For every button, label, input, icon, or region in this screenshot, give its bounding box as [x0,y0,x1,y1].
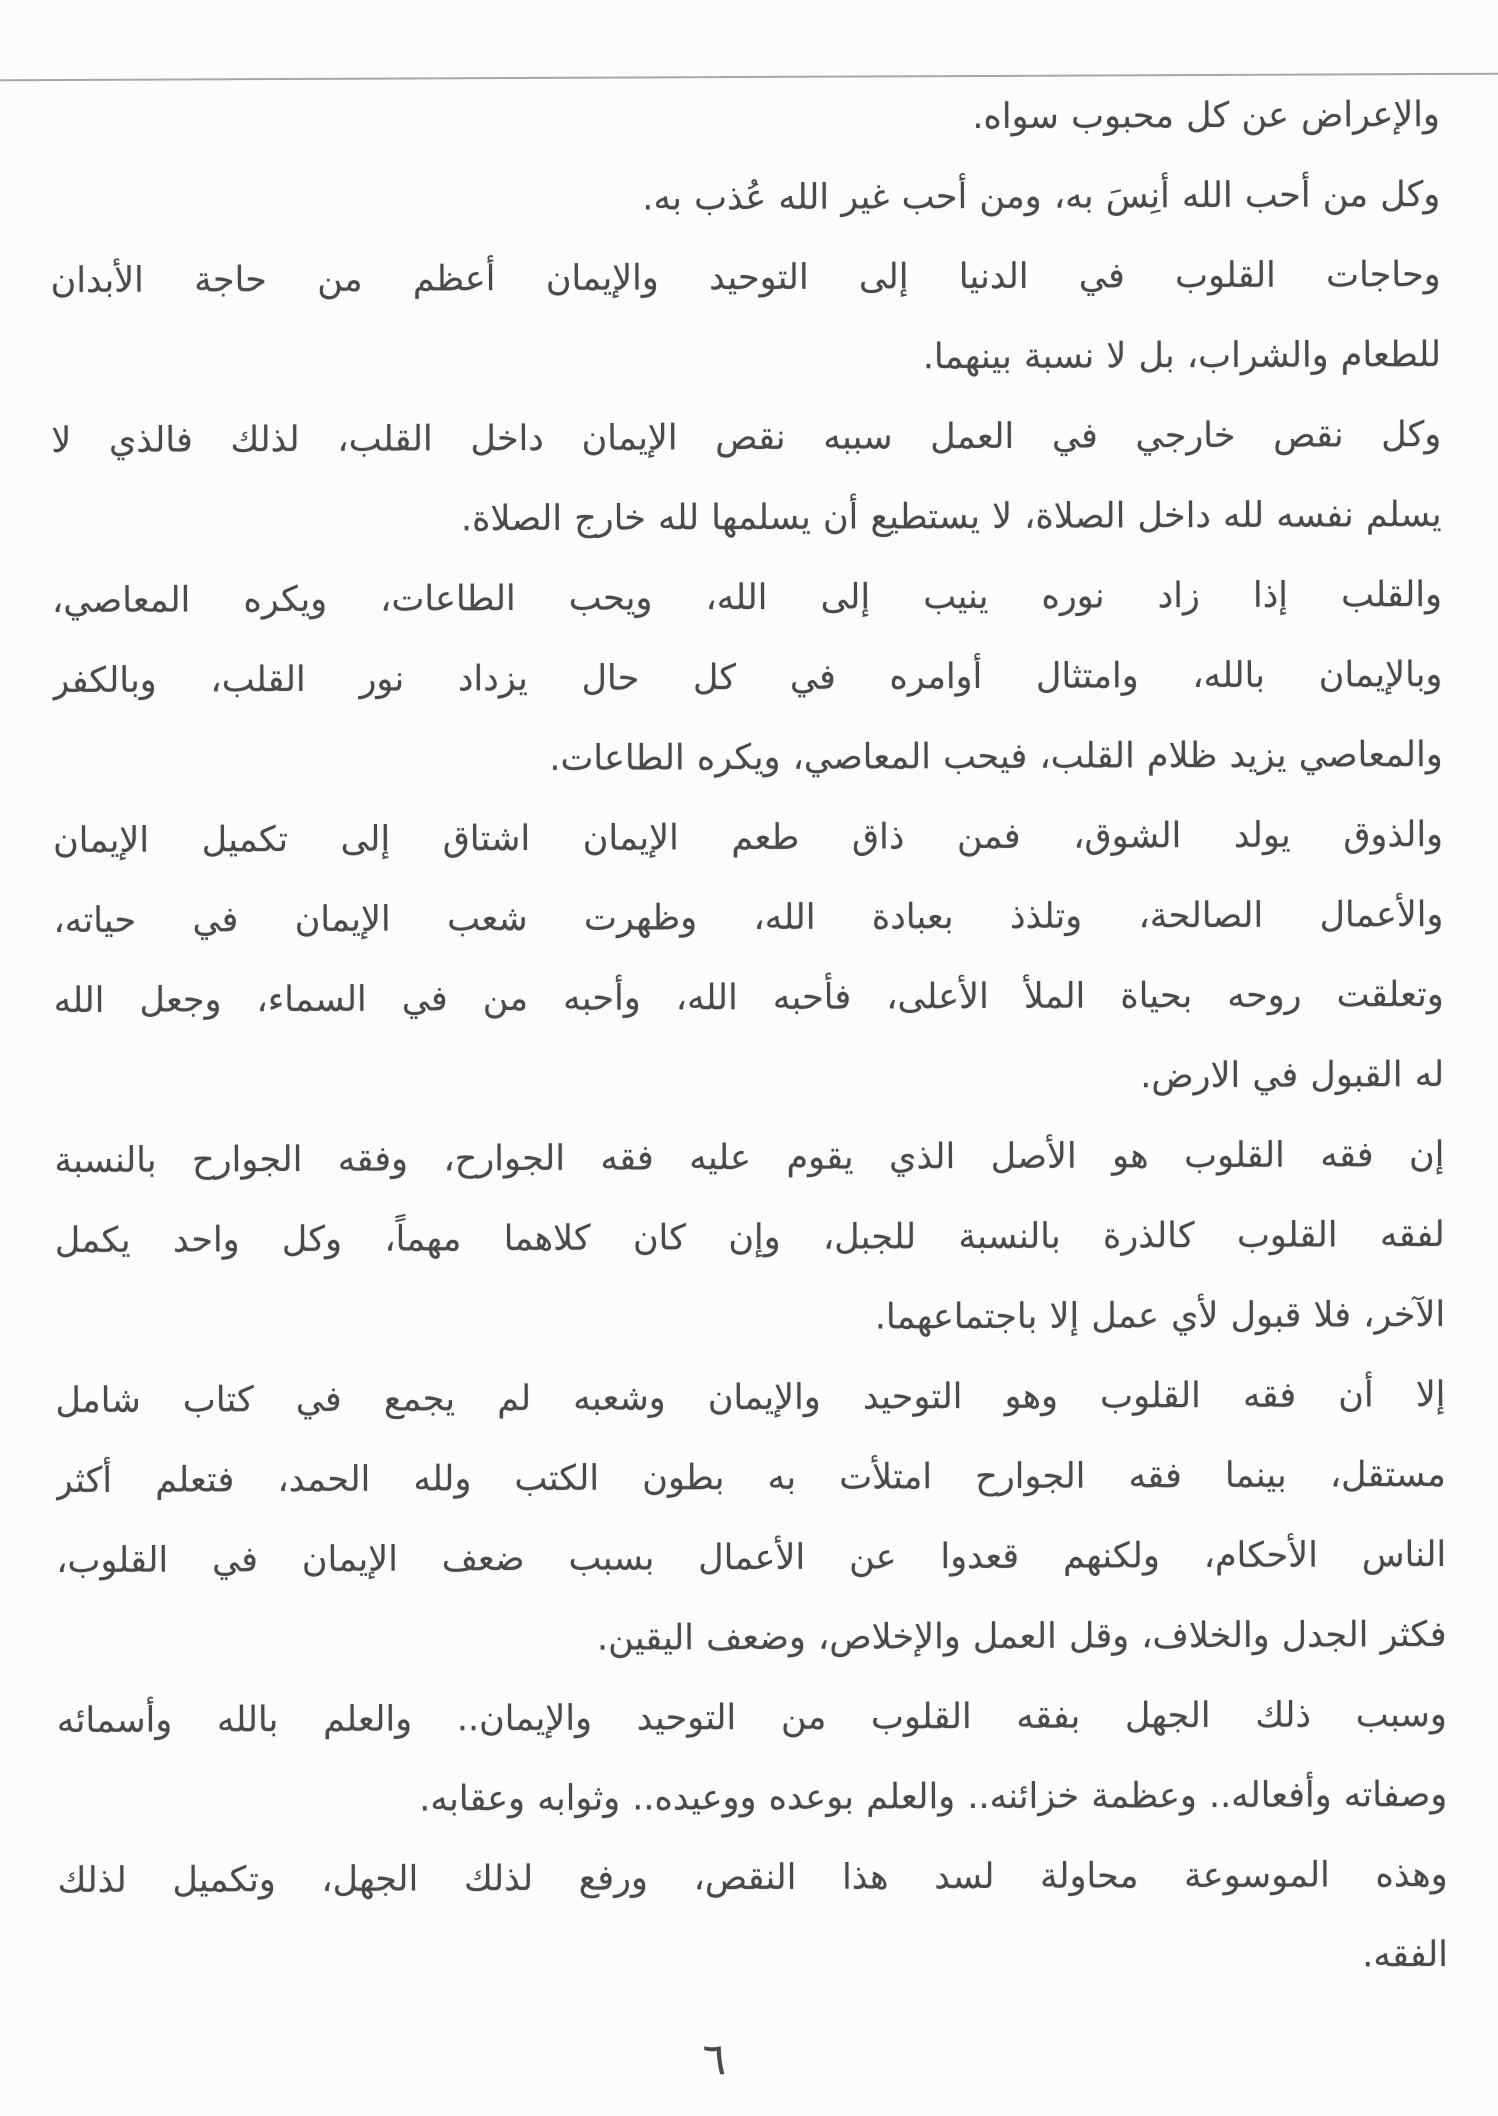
paragraph [52,555,1443,801]
text-line: وسبب ذلك الجهل بفقه القلوب من التوحيد والإيمان.. والعلم بالله وأسمائه [56,1694,1447,1742]
text-line: وكل نقص خارجي في العمل سببه نقص الإيمان داخل القلب، لذلك فالذي لا [51,414,1442,462]
text-line: الآخر، فلا قبول لأي عمل إلا باجتماعهما. [874,1294,1446,1338]
paragraph [57,1835,1448,2001]
text-line: إلا أن فقه القلوب وهو التوحيد والإيمان وشعبه لم يجمع في كتاب شامل [55,1374,1446,1422]
paragraph [50,75,1440,161]
paragraph [53,795,1444,1121]
text-line: يسلم نفسه لله داخل الصلاة، لا يستطيع أن يسلمها لله خارج الصلاة. [460,494,1442,540]
text-line: الفقه. [1362,1934,1449,1976]
text-line: وكل من أحب الله أنِسَ به، ومن أحب غير الله عُذب به. [642,174,1441,219]
body-text [50,75,1448,2001]
text-line: وبالإيمان بالله، وامتثال أوامره في كل حال يزداد نور القلب، وبالكفر [52,654,1443,702]
paragraph [57,1675,1448,1841]
text-line: وصفاته وأفعاله.. وعظمة خزائنه.. والعلم بوعده ووعيده.. وثوابه وعقابه. [419,1774,1448,1820]
text-line: وحاجات القلوب في الدنيا إلى التوحيد والإيمان أعظم من حاجة الأبدان [50,254,1441,302]
text-line: للطعام والشراب، بل لا نسبة بينهما. [922,334,1442,378]
text-line: والأعمال الصالحة، وتلذذ بعبادة الله، وظهرت شعب الإيمان في حياته، [53,894,1444,942]
paragraph [50,235,1441,401]
text-line: والذوق يولد الشوق، فمن ذاق طعم الإيمان اشتاق إلى تكميل الإيمان [52,814,1444,862]
text-line: إن فقه القلوب هو الأصل الذي يقوم عليه فقه الجوارح، وفقه الجوارح بالنسبة [54,1134,1445,1182]
paragraph [51,395,1442,561]
text-line: له القبول في الارض. [1140,1054,1445,1097]
text-line: وتعلقت روحه بحياة الملأ الأعلى، فأحبه الله، وأحبه من في السماء، وجعل الله [53,974,1444,1022]
page-number: ٦ [702,2034,727,2086]
paragraph [55,1355,1446,1681]
text-line: فكثر الجدل والخلاف، وقل العمل والإخلاص، وضعف اليقين. [596,1614,1447,1659]
text-line: والمعاصي يزيد ظلام القلب، فيحب المعاصي، ويكره الطاعات. [549,734,1443,779]
paragraph [50,155,1440,241]
text-line: مستقل، بينما فقه الجوارح امتلأت به بطون الكتب ولله الحمد، فتعلم أكثر [55,1454,1446,1502]
paragraph [54,1115,1445,1361]
text-line: وهذه الموسوعة محاولة لسد هذا النقص، ورفع لذلك الجهل، وتكميل لذلك [57,1854,1448,1902]
text-line: والإعراض عن كل محبوب سواه. [972,94,1440,138]
text-line: لفقه القلوب كالذرة بالنسبة للجبل، وإن كان كلاهما مهماً، وكل واحد يكمل [54,1214,1445,1262]
text-line: والقلب إذا زاد نوره ينيب إلى الله، ويحب الطاعات، ويكره المعاصي، [51,574,1443,622]
text-line: الناس الأحكام، ولكنهم قعدوا عن الأعمال بسبب ضعف الإيمان في القلوب، [56,1534,1447,1582]
